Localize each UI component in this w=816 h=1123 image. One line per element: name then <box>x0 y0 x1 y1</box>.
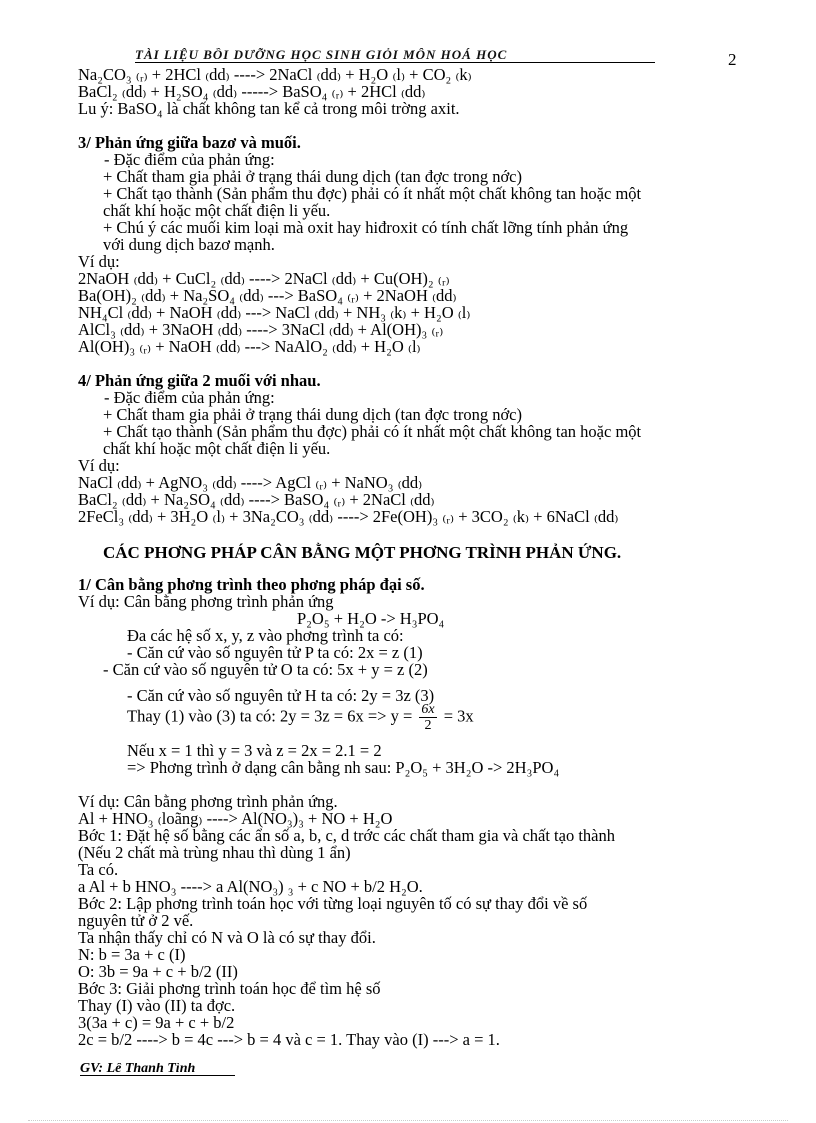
chapter-heading: CÁC PHƠNG PHÁP CÂN BẰNG MỘT PHƠNG TRÌNH PHẢN ỨNG. <box>103 543 622 562</box>
section-heading: 4/ Phản ứng giữa 2 muối với nhau. <box>78 371 321 390</box>
fraction <box>419 702 436 733</box>
text-line: - Đặc điểm của phản ứng: <box>104 388 275 407</box>
text-line: chất khí hoặc một chất điện li yếu. <box>103 201 331 220</box>
fraction-denominator: 2 <box>424 718 432 733</box>
text-line: Ta nhận thấy chỉ có N và O là có sự thay đổi. <box>78 928 376 947</box>
text-line: Ví dụ: <box>78 456 120 475</box>
text-line: chất khí hoặc một chất điện li yếu. <box>103 439 331 458</box>
text-line: - Căn cứ vào số nguyên tử P ta có: 2x = z (1) <box>127 643 423 662</box>
equation-line: Al(OH)₃ ₍ᵣ₎ + NaOH ₍dd₎ ---> NaAlO₂ ₍dd₎ + H₂O ₍l₎ <box>78 337 421 356</box>
text-line: Thay (I) vào (II) ta đợc. <box>78 996 236 1015</box>
text-line: với dung dịch bazơ mạnh. <box>103 235 275 254</box>
fraction-equation <box>127 702 474 733</box>
page-number: 2 <box>728 50 737 69</box>
section-heading: 1/ Cân bằng phơng trình theo phơng pháp đại số. <box>78 575 425 594</box>
text-line: Ví dụ: <box>78 252 120 271</box>
text-line: nguyên tử ở 2 vế. <box>78 911 194 930</box>
text-line: Bớc 1: Đặt hệ số bằng các ẩn số a, b, c, d trớc các chất tham gia và chất tạo thành <box>78 826 615 845</box>
equation-line: Al + HNO₃ ₍loãng₎ ----> Al(NO₃)₃ + NO + H₂O <box>78 809 393 828</box>
text-line: => Phơng trình ở dạng cân bằng nh sau: P₂O₅ + 3H₂O -> 2H₃PO₄ <box>127 758 560 777</box>
equation-line: Ba(OH)₂ ₍dd₎ + Na₂SO₄ ₍dd₎ ---> BaSO₄ ₍ᵣ₎ + 2NaOH ₍dd₎ <box>78 286 457 305</box>
text-line: Nếu x = 1 thì y = 3 và z = 2x = 2.1 = 2 <box>127 741 382 760</box>
equation-result: = 3x <box>443 706 474 726</box>
page-bottom-divider <box>28 1120 788 1121</box>
text-line: + Chú ý các muối kim loại mà oxit hay hiđroxit có tính chất lỡng tính phản ứng <box>103 218 629 237</box>
section-heading: 3/ Phản ứng giữa bazơ và muối. <box>78 133 301 152</box>
text-line: + Chất tham gia phải ở trạng thái dung dịch (tan đợc trong nớc) <box>103 167 523 186</box>
text-line: - Đặc điểm của phản ứng: <box>104 150 275 169</box>
text-line: Ví dụ: Cân bằng phơng trình phản ứng <box>78 592 334 611</box>
equation-line: NaCl ₍dd₎ + AgNO₃ ₍dd₎ ----> AgCl ₍ᵣ₎ + NaNO₃ ₍dd₎ <box>78 473 423 492</box>
text-line: (Nếu 2 chất mà trùng nhau thì dùng 1 ẩn) <box>78 843 351 862</box>
footer-author: GV: Lê Thanh Tình <box>80 1063 235 1076</box>
text-line: Bớc 3: Giải phơng trình toán học để tìm hệ số <box>78 979 381 998</box>
equation-line: NH₄Cl ₍dd₎ + NaOH ₍dd₎ ---> NaCl ₍dd₎ + NH₃ ₍k₎ + H₂O ₍l₎ <box>78 303 471 322</box>
fraction-numerator: 6x <box>421 702 435 717</box>
equation-line: 2NaOH ₍dd₎ + CuCl₂ ₍dd₎ ----> 2NaCl ₍dd₎ + Cu(OH)₂ ₍ᵣ₎ <box>78 269 450 288</box>
text-line: Bớc 2: Lập phơng trình toán học với từng loại nguyên tố có sự thay đổi về số <box>78 894 588 913</box>
equation-line: O: 3b = 9a + c + b/2 (II) <box>78 962 238 981</box>
text-line: + Chất tạo thành (Sản phẩm thu đợc) phải có ít nhất một chất không tan hoặc một <box>103 422 642 441</box>
text-line: Ví dụ: Cân bằng phơng trình phản ứng. <box>78 792 338 811</box>
text-line: Ta có. <box>78 860 119 879</box>
text-line: + Chất tham gia phải ở trạng thái dung dịch (tan đợc trong nớc) <box>103 405 523 424</box>
equation-text: Thay (1) vào (3) ta có: 2y = 3z = 6x => y = <box>127 706 413 726</box>
equation-line: N: b = 3a + c (I) <box>78 945 186 964</box>
equation-line: BaCl₂ ₍dd₎ + Na₂SO₄ ₍dd₎ ----> BaSO₄ ₍ᵣ₎ + 2NaCl ₍dd₎ <box>78 490 435 509</box>
text-line: - Căn cứ vào số nguyên tử H ta có: 2y = 3z (3) <box>127 686 435 705</box>
text-line: + Chất tạo thành (Sản phẩm thu đợc) phải có ít nhất một chất không tan hoặc một <box>103 184 642 203</box>
equation-line: P₂O₅ + H₂O -> H₃PO₄ <box>297 609 445 628</box>
equation-line: AlCl₃ ₍dd₎ + 3NaOH ₍dd₎ ----> 3NaCl ₍dd₎ + Al(OH)₃ ₍ᵣ₎ <box>78 320 444 339</box>
page-header-title: TÀI LIỆU BỒI DƯỠNG HỌC SINH GIỎI MÔN HOÁ HỌC <box>135 48 655 63</box>
equation-line: 2c = b/2 ----> b = 4c ---> b = 4 và c = 1. Thay vào (I) ---> a = 1. <box>78 1030 500 1049</box>
equation-line: 3(3a + c) = 9a + c + b/2 <box>78 1013 235 1032</box>
text-line: Đa các hệ số x, y, z vào phơng trình ta có: <box>127 626 404 645</box>
text-line: BaCl₂ ₍dd₎ + H₂SO₄ ₍dd₎ -----> BaSO₄ ₍ᵣ₎ + 2HCl ₍dd₎ <box>78 82 426 101</box>
equation-line: 2FeCl₃ ₍dd₎ + 3H₂O ₍l₎ + 3Na₂CO₃ ₍dd₎ ----> 2Fe(OH)₃ ₍ᵣ₎ + 3CO₂ ₍k₎ + 6NaCl ₍dd₎ <box>78 507 619 526</box>
text-line: Lu ý: BaSO₄ là chất không tan kể cả trong môi trờng axit. <box>78 99 460 118</box>
text-line: - Căn cứ vào số nguyên tử O ta có: 5x + y = z (2) <box>103 660 428 679</box>
equation-line: a Al + b HNO₃ ----> a Al(NO₃) ₃ + c NO + b/2 H₂O. <box>78 877 423 896</box>
text-line: Na₂CO₃ ₍ᵣ₎ + 2HCl ₍dd₎ ----> 2NaCl ₍dd₎ + H₂O ₍l₎ + CO₂ ₍k₎ <box>78 65 472 84</box>
